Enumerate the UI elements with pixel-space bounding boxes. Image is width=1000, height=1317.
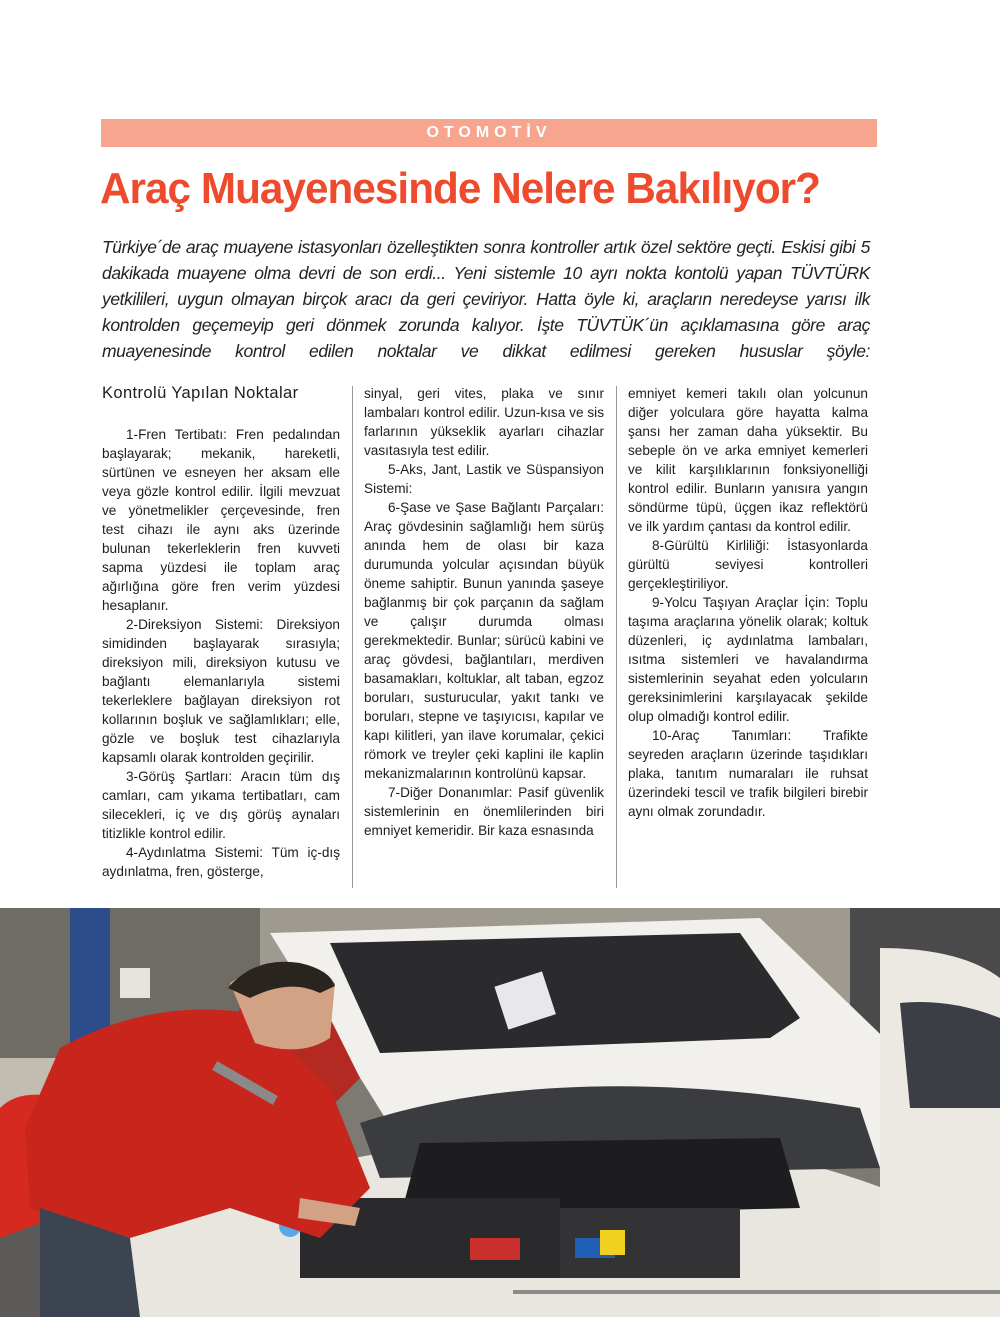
section-label: OTOMOTİV	[101, 119, 877, 147]
footer-rule	[513, 1290, 1000, 1294]
inspection-photo	[0, 908, 1000, 1317]
paragraph-direksiyon: 2-Direksiyon Sistemi: Direksiyon simidinden başlayarak sırasıyla; direksiyon mili, direksiyon kutusu ve bağlantı elemanlarıyla sistemi tekerleklere bağlayan direksiyon rot kollarının boşluk ve sağlamlıkları; elle, gözle ve boşluk test cihazlarıyla kapsamlı olarak kontrolden geçirilir.	[102, 617, 340, 765]
article-column-2	[364, 384, 604, 840]
subheading: Kontrolü Yapılan Noktalar	[102, 384, 299, 402]
paragraph-gurultu: 8-Gürültü Kirliliği: İstasyonlarda gürültü seviyesi kontrolleri gerçekleştiriliyor.	[628, 538, 868, 591]
paragraph-tanim: 10-Araç Tanımları: Trafikte seyreden araçların üzerinde taşıdıkları plaka, tanıtım numaraları ile ruhsat üzerindeki tescil ve trafik bilgileri birebir aynı olmak zorundadır.	[628, 728, 868, 819]
article-column-1	[102, 384, 340, 881]
column-divider	[352, 386, 353, 888]
paragraph-fren: 1-Fren Tertibatı: Fren pedalından başlayarak; mekanik, hareketli, sürtünen ve esneyen her aksam elle veya gözle kontrol edilir. İlgili mevzuat ve yönetmelikler çerçevesinde, fren test cihazı ile aynı aks üzerinde bulunan tekerleklerin fren kuvveti sapma yüzdesi ile toplam araç ağırlığına göre fren verim yüzdesi hesaplanır.	[102, 427, 340, 613]
article-column-3	[628, 384, 868, 821]
paragraph-sase: 6-Şase ve Şase Bağlantı Parçaları: Araç gövdesinin sağlamlığı hem sürüş anında hem de olası bir kaza durumunda yolcular açısından büyük öneme sahiptir. Bunun yanında şaseye bağlanmış bir çok parçanın da sağlam ve çalışır durumda olması gerekmektedir. Bunlar; sürücü kabini ve araç gövdesi, bağlantıları, merdiven basamakları, koltuklar, alt taban, egzoz boruları, susturucular, yakıt tankı ve boruları, stepne ve taşıyıcısı, kapılar ve kapı kilitleri, yan ilave korumalar, çekici römork ve treyler çeki kaplini ile kaplin mekanizmalarının kontrolünü kapsar.	[364, 500, 604, 781]
lead-paragraph: Türkiye´de araç muayene istasyonları özelleştikten sonra kontroller artık özel sektöre geçti. Eskisi gibi 5 dakikada muayene olma devri de son erdi... Yeni sistemle 10 ayrı nokta kontolü yapan TÜVTÜRK yetkilileri, uygun olmayan birçok aracı da geri çeviriyor. Hatta öyle ki, araçların neredeyse yarısı ilk kontrolden geçemeyip geri dönmek zorunda kalıyor. İşte TÜVTÜK´ün açıklamasına göre araç muayenesinde kontrol edilen noktalar ve dikkat edilmesi gereken hususlar şöyle:	[102, 237, 870, 361]
paragraph-aydinlatma-cont: sinyal, geri vites, plaka ve sınır lambaları kontrol edilir. Uzun-kısa ve sis farlarının yükseklik ayarları cihazlar vasıtasıyla test edilir.	[364, 386, 604, 458]
paragraph-gorus: 3-Görüş Şartları: Aracın tüm dış camları, cam yıkama tertibatları, cam silecekleri, iç ve dış görüş aynaları titizlikle kontrol edilir.	[102, 769, 340, 841]
paragraph-aks: 5-Aks, Jant, Lastik ve Süspansiyon Sistemi:	[364, 462, 604, 496]
paragraph-aydinlatma: 4-Aydınlatma Sistemi: Tüm iç-dış aydınlatma, fren, gösterge,	[102, 845, 340, 879]
column-divider	[616, 386, 617, 888]
page-title: Araç Muayenesinde Nelere Bakılıyor?	[100, 164, 820, 213]
paragraph-donanim-cont: emniyet kemeri takılı olan yolcunun diğer yolculara göre hayatta kalma şansı her zaman daha yüksektir. Bu sebeple ön ve arka emniyet kemerleri ve kilit karşılıklarının fonksiyonelliği kontrol edilir. Bunların yanısıra yangın söndürme tüpü, üçgen ikaz reflektörü ve ilk yardım çantası da kontrol edilir.	[628, 386, 868, 534]
paragraph-yolcu: 9-Yolcu Taşıyan Araçlar İçin: Toplu taşıma araçlarına yönelik olarak; koltuk düzenleri, iç aydınlatma lambaları, ısıtma sistemleri ve havalandırma sistemlerinin seyahat eden yolcuların gereksinimlerini karşılayacak şekilde olup olmadığı kontrol edilir.	[628, 595, 868, 724]
paragraph-donanim: 7-Diğer Donanımlar: Pasif güvenlik sistemlerinin en önemlilerinden biri emniyet kemeridir. Bir kaza esnasında	[364, 785, 604, 838]
